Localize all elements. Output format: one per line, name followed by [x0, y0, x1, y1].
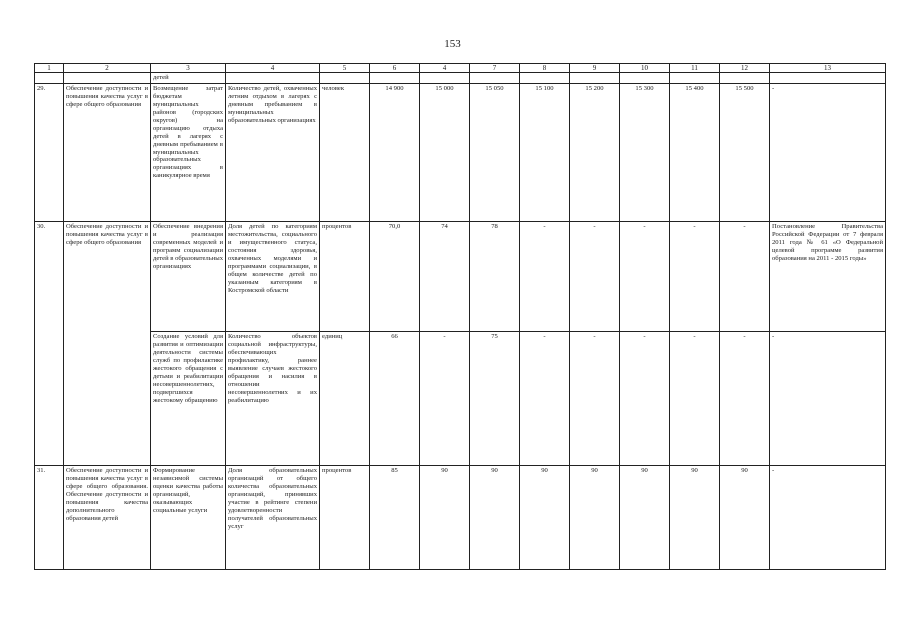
value-cell: 70,0	[370, 222, 420, 332]
table-row-29	[35, 84, 886, 222]
basis-cell: -	[770, 84, 886, 222]
value-cell: 90	[620, 466, 670, 570]
value-cell: 15 300	[620, 84, 670, 222]
value-cell: -	[620, 222, 670, 332]
task-cell: Обеспечение доступности и повышения качества услуг в сфере общего образования	[64, 222, 151, 466]
value-cell: -	[670, 332, 720, 466]
unit-cell: процентов	[320, 466, 370, 570]
value-cell: 15 050	[470, 84, 520, 222]
header-cell: 9	[570, 64, 620, 73]
header-cell: 1	[35, 64, 64, 73]
value-cell: 90	[570, 466, 620, 570]
table-row-30	[35, 222, 886, 332]
value-cell: 15 400	[670, 84, 720, 222]
table-row-30b	[35, 332, 886, 466]
value-cell: 85	[370, 466, 420, 570]
header-cell: 5	[320, 64, 370, 73]
task-cell: Обеспечение доступности и повышения качества услуг в сфере общего образования. Обеспечение доступности и повышения качества дополнительного образования детей	[64, 466, 151, 570]
value-cell: 90	[420, 466, 470, 570]
value-cell: -	[620, 332, 670, 466]
measure-cell: Формирование независимой системы оценки качества работы организаций, оказывающих социальные услуги	[151, 466, 226, 570]
value-cell: 14 900	[370, 84, 420, 222]
task-cell: Обеспечение доступности и повышения качества услуг в сфере общего образования	[64, 84, 151, 222]
header-cell: 10	[620, 64, 670, 73]
value-cell: -	[570, 332, 620, 466]
continuation-text: детей	[151, 73, 226, 84]
value-cell: -	[520, 332, 570, 466]
header-cell: 8	[520, 64, 570, 73]
value-cell: 66	[370, 332, 420, 466]
header-cell: 4	[420, 64, 470, 73]
value-cell: -	[420, 332, 470, 466]
unit-cell: процентов	[320, 222, 370, 332]
value-cell: -	[670, 222, 720, 332]
row-number: 31.	[35, 466, 64, 570]
value-cell: 15 000	[420, 84, 470, 222]
page-number: 153	[444, 38, 461, 50]
value-cell: -	[720, 332, 770, 466]
continuation-row	[35, 73, 886, 84]
basis-cell: -	[770, 332, 886, 466]
value-cell: 15 500	[720, 84, 770, 222]
value-cell: 78	[470, 222, 520, 332]
unit-cell: человек	[320, 84, 370, 222]
header-cell: 7	[470, 64, 520, 73]
row-number: 29.	[35, 84, 64, 222]
value-cell: 74	[420, 222, 470, 332]
basis-cell: -	[770, 466, 886, 570]
header-cell: 12	[720, 64, 770, 73]
value-cell: 90	[720, 466, 770, 570]
value-cell: 75	[470, 332, 520, 466]
indicator-cell: Количество объектов социальной инфраструктуры, обеспечивающих профилактику, раннее выявление случаев жестокого обращения и насилия в отношении несовершеннолетних и их реабилитацию	[226, 332, 320, 466]
value-cell: 15 200	[570, 84, 620, 222]
row-number: 30.	[35, 222, 64, 466]
header-cell: 13	[770, 64, 886, 73]
table-row-31	[35, 466, 886, 570]
indicator-cell: Количество детей, охваченных летним отдыхом в лагерях с дневным пребыванием в муниципальных образовательных организациях	[226, 84, 320, 222]
measure-cell: Возмещение затрат бюджетам муниципальных районов (городских округов) на организацию отдыха детей в лагерях с дневным пребыванием в муниципальных образовательных организациях в каникулярное время	[151, 84, 226, 222]
header-cell: 4	[226, 64, 320, 73]
header-cell: 3	[151, 64, 226, 73]
value-cell: -	[570, 222, 620, 332]
value-cell: 90	[520, 466, 570, 570]
measure-cell: Обеспечение внедрения и реализация современных моделей и программ социализации детей в образовательных организациях	[151, 222, 226, 332]
header-cell: 6	[370, 64, 420, 73]
measure-cell: Создание условий для развития и оптимизации деятельности системы служб по профилактике жестокого обращения с детьми и реабилитации несовершеннолетних, подвергшихся жестокому обращению	[151, 332, 226, 466]
indicator-cell: Доля образовательных организаций от общего количества образовательных организаций, принявших участие в рейтинге степени удовлетворенности получателей образовательных услуг	[226, 466, 320, 570]
header-cell: 2	[64, 64, 151, 73]
unit-cell: единиц	[320, 332, 370, 466]
header-cell: 11	[670, 64, 720, 73]
value-cell: 15 100	[520, 84, 570, 222]
indicators-table	[34, 63, 886, 570]
value-cell: 90	[470, 466, 520, 570]
indicator-cell: Доля детей по категориям местожительства, социального и имущественного статуса, состояния здоровья, охваченных моделями и программами социализации, в общем количестве детей по указанным категориям в Костромской области	[226, 222, 320, 332]
value-cell: -	[720, 222, 770, 332]
value-cell: -	[520, 222, 570, 332]
header-row	[35, 64, 886, 73]
basis-cell: Постановление Правительства Российской Федерации от 7 февраля 2011 года № 61 «О Федеральной целевой программе развития образования на 2011 - 2015 годы»	[770, 222, 886, 332]
value-cell: 90	[670, 466, 720, 570]
